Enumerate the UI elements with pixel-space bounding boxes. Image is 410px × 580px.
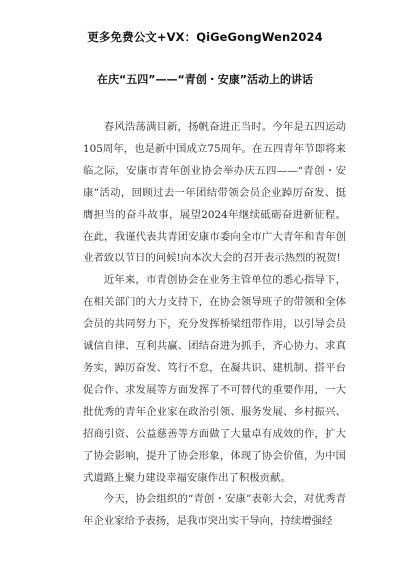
document-title: 在庆“五四”——“青创・安康”活动上的讲话: [97, 73, 313, 86]
header-note: 更多免费公文+VX：QiGeGongWen2024: [87, 30, 323, 44]
paragraph: 今天，协会组织的“青创・安康”表彰大会，对优秀青年企业家给予表扬，是我市突出实干导向，持续增强经: [83, 493, 346, 528]
paragraph: 春风浩荡满目新，扬帆奋进正当时。今年是五四运动105周年，也是新中国成立75周年。在五四青年节即将来临之际，安康市青年创业协会举办庆五四——“青创・安康”活动，回顾过去一年团结带领会员企业踔厉奋发、挺膺担当的奋斗故事，展望2024年继续砥砺奋进新征程。在此，我谨代表共青团安康市委向全市广大青年和青年创业者致以节日的问候!向本次大会的召开表示热烈的祝贺!: [83, 121, 346, 265]
document-body: [83, 117, 346, 533]
paragraph: 近年来，市青创协会在业务主管单位的悉心指导下，在相关部门的大力支持下，在协会领导班子的带领和全体会员的共同努力下，充分发挥桥梁纽带作用，以引导会员诚信自律、互利共赢、团结奋进为抓手，齐心协力、求真务实，踔厉奋发、笃行不怠，在凝共识、建机制、搭平台促合作、求发展等方面发挥了不可替代的重要作用，一大批优秀的青年企业家在政治引领、服务发展、乡村振兴、招商引资、公益慈善等方面做了大量卓有成效的作，扩大了协会影响，提升了协会形象，体现了协会价值，为中国式道路上聚力建设幸福安康作出了积极贡献。: [83, 274, 346, 484]
